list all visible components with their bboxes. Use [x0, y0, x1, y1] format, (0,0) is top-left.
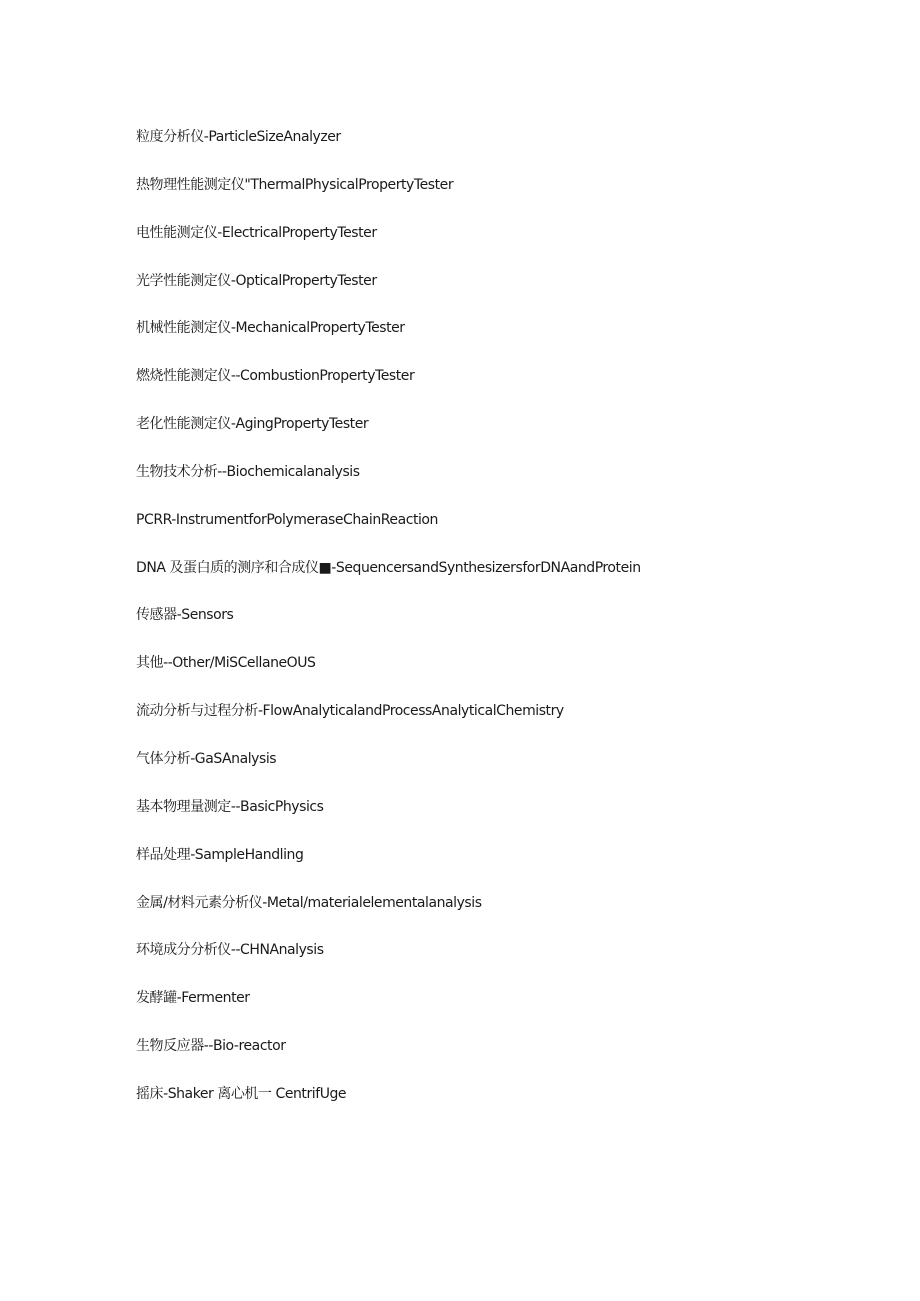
- list-item: 老化性能测定仪-AgingPropertyTester: [136, 416, 369, 433]
- list-item: 环境成分分析仪--CHNAnalysis: [136, 942, 324, 959]
- list-item: 光学性能测定仪-OpticalPropertyTester: [136, 272, 377, 289]
- list-item: 金属/材料元素分析仪-Metal/materialelementalanalysis: [136, 894, 482, 911]
- list-item: 其他--Other/MiSCellaneOUS: [136, 655, 316, 672]
- list-item: PCRR-InstrumentforPolymeraseChainReaction: [136, 511, 438, 528]
- list-item: 机械性能测定仪-MechanicalPropertyTester: [136, 320, 405, 337]
- list-item: 传感器-Sensors: [136, 607, 234, 624]
- list-item: DNA 及蛋白质的测序和合成仪■-SequencersandSynthesizersforDNAandProtein: [136, 559, 641, 576]
- list-item: 粒度分析仪-ParticleSizeAnalyzer: [136, 129, 341, 145]
- list-item: 发酵罐-Fermenter: [136, 990, 250, 1007]
- list-item: 基本物理量测定--BasicPhysics: [136, 798, 324, 815]
- list-item: 热物理性能测定仪"ThermalPhysicalPropertyTester: [136, 176, 454, 193]
- list-item: 摇床-Shaker 离心机一 CentrifUge: [136, 1085, 347, 1102]
- list-item: 电性能测定仪-ElectricalPropertyTester: [136, 224, 377, 241]
- list-item: 燃烧性能测定仪--CombustionPropertyTester: [136, 368, 415, 385]
- list-item: 生物技术分析--Biochemicalanalysis: [136, 463, 360, 480]
- list-item: 生物反应器--Bio-reactor: [136, 1038, 286, 1055]
- list-item: 流动分析与过程分析-FlowAnalyticalandProcessAnalyticalChemistry: [136, 703, 564, 720]
- list-item: 气体分析-GaSAnalysis: [136, 750, 277, 767]
- instrument-category-list: [136, 126, 641, 1131]
- list-item: 样品处理-SampleHandling: [136, 846, 304, 863]
